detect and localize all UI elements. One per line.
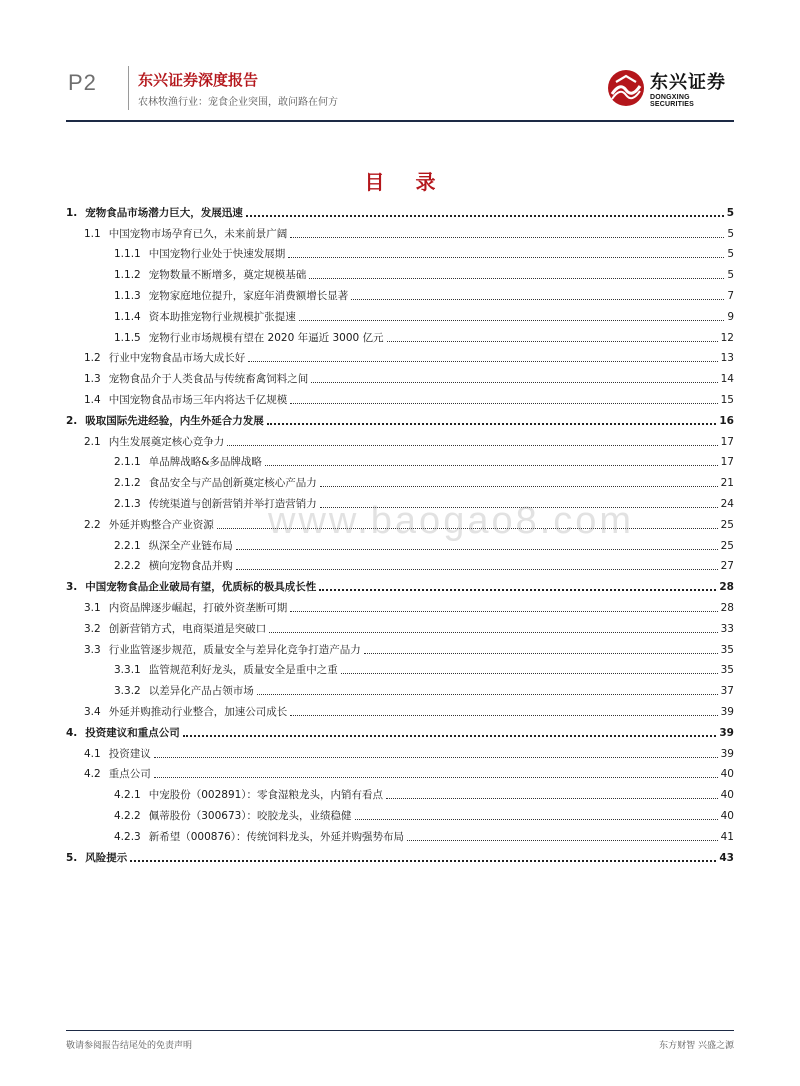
toc-entry-page: 13 [720, 352, 734, 365]
toc-entry[interactable] [66, 740, 734, 761]
toc-entry[interactable] [66, 594, 734, 615]
toc-leader-dots [290, 715, 717, 716]
toc-entry-label: 监管规范利好龙头，质量安全是重中之重 [148, 664, 338, 677]
toc-entry-number: 4.2.1 [114, 789, 141, 802]
toc-leader-dots [130, 860, 716, 862]
toc-entry-page: 40 [720, 768, 734, 781]
toc-entry-page: 39 [719, 726, 734, 739]
toc-leader-dots [236, 569, 718, 570]
toc-entry-number: 3. [66, 581, 78, 594]
toc-entry-number: 4.2.2 [114, 809, 141, 822]
toc-leader-dots [265, 465, 718, 466]
toc-leader-dots [236, 549, 718, 550]
toc-entry-page: 21 [720, 477, 734, 490]
toc-entry-label: 宠物家庭地位提升，家庭年消费额增长显著 [148, 289, 349, 302]
toc-entry-label: 单品牌战略&多品牌战略 [148, 456, 262, 469]
toc-entry-page: 9 [727, 310, 734, 323]
toc-entry-page: 28 [719, 581, 734, 594]
toc-entry-label: 中国宠物食品企业破局有望，优质标的极具成长性 [85, 581, 317, 594]
toc-leader-dots [311, 382, 717, 383]
toc-entry-page: 25 [720, 539, 734, 552]
toc-entry-number: 5. [66, 851, 78, 864]
toc-entry-number: 1.1.5 [114, 331, 141, 344]
toc-entry-page: 25 [720, 518, 734, 531]
toc-leader-dots [267, 423, 717, 425]
toc-entry-label: 吸取国际先进经验，内生外延合力发展 [85, 414, 264, 427]
toc-entry-number: 2.1.2 [114, 477, 141, 490]
toc-leader-dots [154, 777, 718, 778]
footer-slogan: 东方财智 兴盛之源 [659, 1041, 734, 1051]
toc-entry-label: 佩蒂股份（300673）：咬胶龙头，业绩稳健 [148, 809, 352, 822]
footer-disclaimer: 敬请参阅报告结尾处的免责声明 [66, 1041, 193, 1051]
toc-entry-page: 40 [720, 809, 734, 822]
toc-entry-label: 传统渠道与创新营销并举打造营销力 [148, 497, 317, 510]
toc-entry[interactable] [66, 781, 734, 802]
brand-logo [606, 64, 734, 112]
toc-entry[interactable] [66, 698, 734, 719]
toc-leader-dots [290, 611, 717, 612]
toc-entry-label: 中国宠物市场孕育已久，未来前景广阔 [108, 227, 288, 240]
toc-leader-dots [386, 798, 718, 799]
header-rule [66, 120, 734, 122]
toc-entry-number: 2.1 [84, 435, 101, 448]
toc-entry-number: 4. [66, 726, 78, 739]
toc-leader-dots [351, 299, 724, 300]
toc-leader-dots [364, 653, 718, 654]
toc-entry-number: 1.1 [84, 227, 101, 240]
toc-entry-label: 重点公司 [108, 768, 151, 781]
toc-entry-number: 3.2 [84, 622, 101, 635]
toc-leader-dots [257, 694, 718, 695]
brand-mark-icon [606, 68, 646, 108]
toc-entry-label: 行业监管逐步规范，质量安全与差异化竞争打造产品力 [108, 643, 361, 656]
footer-rule [66, 1030, 734, 1031]
toc-entry-label: 宠物食品市场潜力巨大，发展迅速 [85, 206, 243, 219]
toc-entry-page: 14 [720, 373, 734, 386]
toc-entry-label: 横向宠物食品并购 [148, 560, 233, 573]
toc-entry-page: 5 [727, 248, 734, 261]
toc-entry-page: 5 [726, 206, 734, 219]
toc-entry[interactable] [66, 761, 734, 782]
toc-entry-label: 中国宠物食品市场三年内将达千亿规模 [108, 393, 288, 406]
toc-leader-dots [288, 257, 724, 258]
toc-entry-label: 创新营销方式，电商渠道是突破口 [108, 622, 267, 635]
toc-entry[interactable] [66, 303, 734, 324]
toc-entry-label: 风险提示 [85, 851, 128, 864]
toc-entry-number: 2. [66, 414, 78, 427]
toc-title: 目 录 [364, 170, 448, 194]
toc-leader-dots [154, 757, 718, 758]
toc-entry-label: 中宠股份（002891）：零食湿粮龙头，内销有看点 [148, 789, 384, 802]
toc-entry[interactable] [66, 469, 734, 490]
toc-entry[interactable] [66, 261, 734, 282]
toc-entry-number: 1.3 [84, 373, 101, 386]
toc-entry-number: 1.1.2 [114, 269, 141, 282]
toc-entry-page: 17 [720, 456, 734, 469]
toc-entry-page: 5 [727, 269, 734, 282]
toc-entry-number: 3.4 [84, 705, 101, 718]
toc-entry-label: 新希望（000876）：传统饲料龙头，外延并购强势布局 [148, 830, 405, 843]
toc-entry-label: 宠物行业市场规模有望在 2020 年逼近 3000 亿元 [148, 331, 384, 344]
toc-entry-number: 2.2 [84, 518, 101, 531]
toc-leader-dots [407, 840, 718, 841]
toc-entry[interactable] [66, 657, 734, 678]
toc-entry[interactable] [66, 615, 734, 636]
toc-entry[interactable] [66, 719, 734, 740]
toc-entry-number: 2.2.2 [114, 560, 141, 573]
series-title: 东兴证券深度报告 [138, 71, 259, 89]
toc-entry-label: 宠物数量不断增多，奠定规模基础 [148, 269, 307, 282]
toc-entry[interactable] [66, 636, 734, 657]
toc-entry[interactable] [66, 802, 734, 823]
toc-entry-number: 1.1.4 [114, 310, 141, 323]
toc-entry-page: 35 [720, 643, 734, 656]
header-divider [128, 66, 129, 110]
toc-entry-label: 食品安全与产品创新奠定核心产品力 [148, 477, 317, 490]
toc-entry-label: 外延并购整合产业资源 [108, 518, 214, 531]
toc-entry-page: 16 [719, 414, 734, 427]
toc-entry[interactable] [66, 241, 734, 262]
toc-entry[interactable] [66, 365, 734, 386]
toc-entry-number: 3.1 [84, 601, 101, 614]
toc-entry-label: 内生发展奠定核心竞争力 [108, 435, 225, 448]
brand-name-cn: 东兴证券 [650, 72, 726, 93]
toc-entry[interactable] [66, 324, 734, 345]
toc-entry-number: 1.2 [84, 352, 101, 365]
toc-leader-dots [309, 278, 724, 279]
toc-entry-page: 41 [720, 830, 734, 843]
toc-entry-label: 投资建议和重点公司 [85, 726, 180, 739]
toc-entry-label: 资本助推宠物行业规模扩张提速 [148, 310, 296, 323]
toc-entry-page: 15 [720, 393, 734, 406]
toc-leader-dots [246, 215, 724, 217]
toc-leader-dots [290, 403, 717, 404]
toc-entry[interactable] [66, 449, 734, 470]
toc-entry-label: 以差异化产品占领市场 [148, 685, 254, 698]
toc-entry[interactable] [66, 573, 734, 594]
toc-entry-label: 投资建议 [108, 747, 151, 760]
toc-entry-page: 27 [720, 560, 734, 573]
toc-leader-dots [341, 673, 718, 674]
toc-entry-page: 37 [720, 685, 734, 698]
toc-leader-dots [290, 237, 724, 238]
toc-entry-number: 1.4 [84, 393, 101, 406]
toc-entry-number: 4.2 [84, 768, 101, 781]
toc-entry[interactable] [66, 553, 734, 574]
toc-entry-number: 4.1 [84, 747, 101, 760]
toc-entry-page: 39 [720, 747, 734, 760]
toc-entry-page: 33 [720, 622, 734, 635]
toc-leader-dots [320, 486, 718, 487]
toc-leader-dots [183, 735, 717, 737]
report-header [66, 64, 734, 122]
toc-entry-label: 中国宠物行业处于快速发展期 [148, 248, 286, 261]
toc-entry[interactable] [66, 677, 734, 698]
toc-leader-dots [387, 341, 718, 342]
toc-entry-page: 35 [720, 664, 734, 677]
toc-entry[interactable] [66, 345, 734, 366]
toc-entry-page: 43 [719, 851, 734, 864]
page-number: P2 [68, 70, 97, 95]
toc-entry[interactable] [66, 428, 734, 449]
toc-entry-label: 内资品牌逐步崛起，打破外资垄断可期 [108, 601, 288, 614]
toc-entry-number: 2.1.3 [114, 497, 141, 510]
toc-entry-page: 17 [720, 435, 734, 448]
toc-leader-dots [248, 361, 717, 362]
toc-leader-dots [227, 445, 717, 446]
toc-entry[interactable] [66, 386, 734, 407]
toc-entry-page: 24 [720, 497, 734, 510]
toc-entry[interactable] [66, 844, 734, 865]
toc-entry-label: 纵深全产业链布局 [148, 539, 233, 552]
toc-entry-page: 28 [720, 601, 734, 614]
toc-entry-page: 12 [720, 331, 734, 344]
toc-entry-number: 4.2.3 [114, 830, 141, 843]
toc-leader-dots [299, 320, 725, 321]
toc-leader-dots [319, 589, 716, 591]
toc-entry-label: 行业中宠物食品市场大成长好 [108, 352, 246, 365]
toc-leader-dots [269, 632, 717, 633]
toc-entry-number: 2.2.1 [114, 539, 141, 552]
toc-entry[interactable] [66, 282, 734, 303]
toc-entry-number: 3.3.2 [114, 685, 141, 698]
toc-entry[interactable] [66, 407, 734, 428]
brand-name-en: DONGXING SECURITIES [650, 94, 695, 108]
toc-entry-page: 40 [720, 789, 734, 802]
toc-entry-number: 3.3 [84, 643, 101, 656]
watermark: www.baogao8.com [268, 500, 635, 542]
toc-entry-label: 外延并购推动行业整合，加速公司成长 [108, 705, 288, 718]
toc-leader-dots [355, 819, 718, 820]
toc-entry[interactable] [66, 823, 734, 844]
toc-entry[interactable] [66, 199, 734, 220]
toc-entry-page: 7 [727, 289, 734, 302]
toc-entry-number: 2.1.1 [114, 456, 141, 469]
report-subtitle: 农林牧渔行业：宠食企业突围，敢问路在何方 [138, 97, 338, 108]
toc-entry-page: 39 [720, 705, 734, 718]
toc-entry-number: 1.1.3 [114, 289, 141, 302]
toc-entry-number: 1.1.1 [114, 248, 141, 261]
toc-entry-page: 5 [727, 227, 734, 240]
toc-entry-number: 3.3.1 [114, 664, 141, 677]
toc-entry-number: 1. [66, 206, 78, 219]
toc-entry-label: 宠物食品介于人类食品与传统畜禽饲料之间 [108, 373, 309, 386]
toc-entry[interactable] [66, 220, 734, 241]
